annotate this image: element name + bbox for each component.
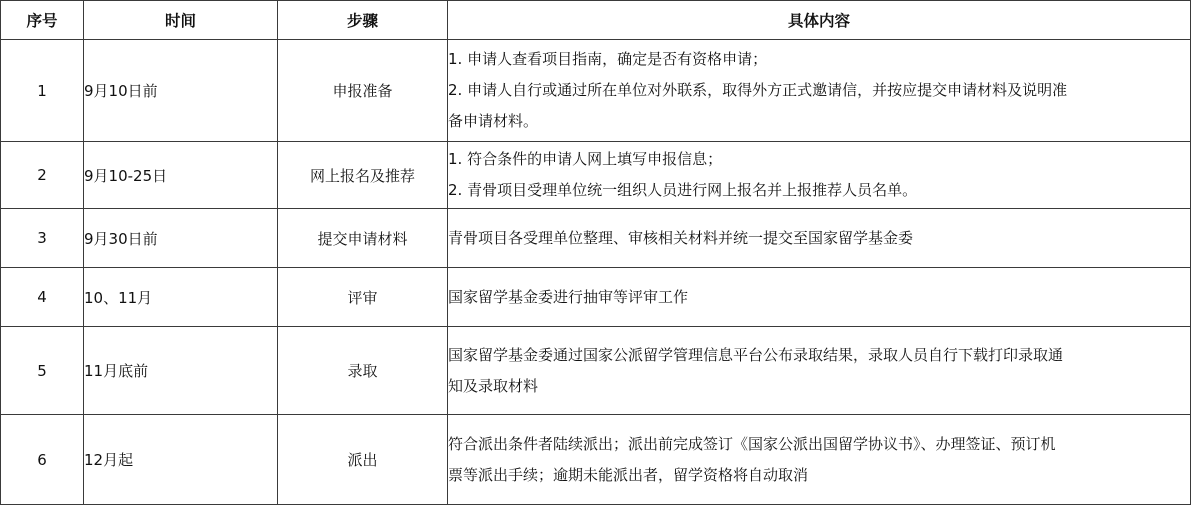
detail-line: 青骨项目各受理单位整理、审核相关材料并统一提交至国家留学基金委 xyxy=(448,229,914,247)
table-row xyxy=(1,327,1191,415)
row-detail xyxy=(448,40,1191,142)
header-detail: 具体内容 xyxy=(448,1,1191,40)
row-time: 9月30日前 xyxy=(84,209,278,268)
row-time: 11月底前 xyxy=(84,327,278,415)
detail-line: 符合派出条件者陆续派出；派出前完成签订《国家公派出国留学协议书》、办理签证、预订机 xyxy=(448,434,1056,453)
detail-line: 1. 申请人查看项目指南，确定是否有资格申请； xyxy=(448,50,768,68)
header-step: 步骤 xyxy=(278,1,448,40)
detail-line: 国家留学基金委通过国家公派留学管理信息平台公布录取结果，录取人员自行下载打印录取通 xyxy=(448,345,1064,364)
detail-line: 国家留学基金委进行抽审等评审工作 xyxy=(448,288,689,306)
row-seq: 2 xyxy=(1,142,84,209)
row-step: 评审 xyxy=(278,268,448,327)
detail-line: 备申请材料。 xyxy=(448,112,539,130)
row-detail xyxy=(448,327,1191,415)
table-row xyxy=(1,268,1191,327)
row-time: 9月10日前 xyxy=(84,40,278,142)
row-step: 申报准备 xyxy=(278,40,448,142)
detail-line: 2. 青骨项目受理单位统一组织人员进行网上报名并上报推荐人员名单。 xyxy=(448,181,918,199)
row-detail xyxy=(448,209,1191,268)
row-seq: 1 xyxy=(1,40,84,142)
row-step: 网上报名及推荐 xyxy=(278,142,448,209)
detail-line: 2. 申请人自行或通过所在单位对外联系，取得外方正式邀请信，并按应提交申请材料及说明准 xyxy=(448,81,1068,99)
header-seq: 序号 xyxy=(1,1,84,40)
row-time: 10、11月 xyxy=(84,268,278,327)
row-detail xyxy=(448,142,1191,209)
table-header-row xyxy=(1,1,1191,40)
table-row xyxy=(1,142,1191,209)
table-row xyxy=(1,209,1191,268)
table-row xyxy=(1,415,1191,505)
row-detail xyxy=(448,415,1191,505)
row-time: 12月起 xyxy=(84,415,278,505)
row-time: 9月10-25日 xyxy=(84,142,278,209)
row-step: 提交申请材料 xyxy=(278,209,448,268)
detail-line: 1. 符合条件的申请人网上填写申报信息； xyxy=(448,150,723,168)
detail-line: 票等派出手续；逾期未能派出者，留学资格将自动取消 xyxy=(448,465,809,484)
row-step: 录取 xyxy=(278,327,448,415)
detail-line: 知及录取材料 xyxy=(448,376,539,395)
row-seq: 4 xyxy=(1,268,84,327)
row-seq: 5 xyxy=(1,327,84,415)
row-seq: 3 xyxy=(1,209,84,268)
row-step: 派出 xyxy=(278,415,448,505)
row-seq: 6 xyxy=(1,415,84,505)
header-time: 时间 xyxy=(84,1,278,40)
row-detail xyxy=(448,268,1191,327)
table-row xyxy=(1,40,1191,142)
